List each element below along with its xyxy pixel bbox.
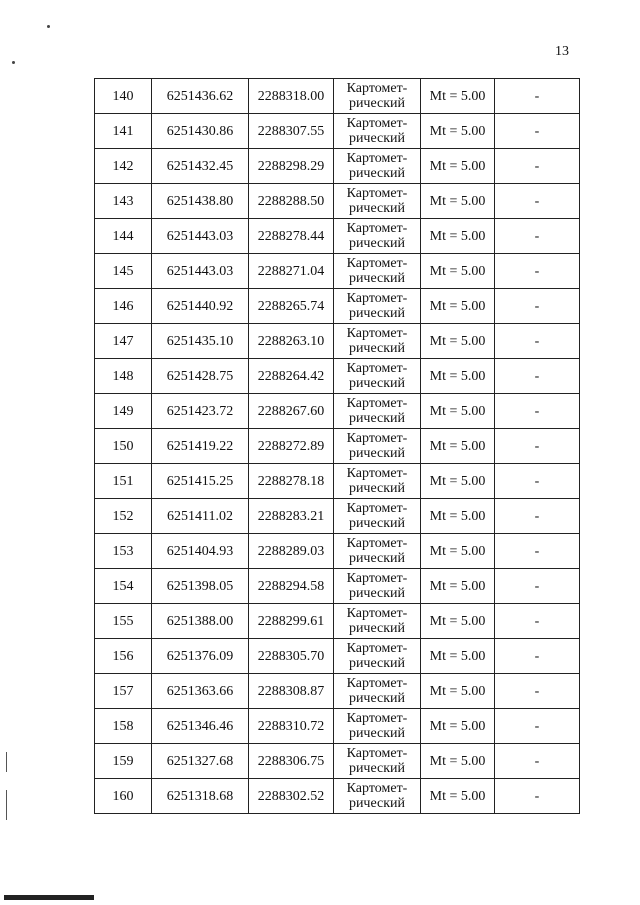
method-line-2: рический	[348, 96, 406, 111]
accuracy-cell: Mt = 5.00	[421, 429, 495, 464]
x-coordinate-cell: 6251318.68	[152, 779, 249, 814]
y-coordinate-cell: 2288278.18	[249, 464, 334, 499]
note-cell: -	[495, 674, 580, 709]
method-line-2: рический	[348, 621, 406, 636]
y-coordinate-cell: 2288294.58	[249, 569, 334, 604]
table-row	[95, 254, 580, 289]
method-cell	[334, 499, 421, 534]
note-cell: -	[495, 394, 580, 429]
method-cell	[334, 569, 421, 604]
method-line-1: Картомет-	[346, 291, 408, 306]
accuracy-cell: Mt = 5.00	[421, 709, 495, 744]
x-coordinate-cell: 6251436.62	[152, 79, 249, 114]
method-line-1: Картомет-	[346, 116, 408, 131]
note-cell: -	[495, 499, 580, 534]
y-coordinate-cell: 2288278.44	[249, 219, 334, 254]
method-cell	[334, 744, 421, 779]
accuracy-cell: Mt = 5.00	[421, 79, 495, 114]
table-row	[95, 394, 580, 429]
point-number-cell: 154	[95, 569, 152, 604]
point-number-cell: 143	[95, 184, 152, 219]
table-row	[95, 324, 580, 359]
method-line-1: Картомет-	[346, 711, 408, 726]
x-coordinate-cell: 6251346.46	[152, 709, 249, 744]
method-cell	[334, 149, 421, 184]
table-row	[95, 569, 580, 604]
accuracy-cell: Mt = 5.00	[421, 114, 495, 149]
method-line-1: Картомет-	[346, 746, 408, 761]
method-cell	[334, 429, 421, 464]
y-coordinate-cell: 2288272.89	[249, 429, 334, 464]
note-cell: -	[495, 464, 580, 499]
note-cell: -	[495, 359, 580, 394]
method-line-1: Картомет-	[346, 361, 408, 376]
x-coordinate-cell: 6251423.72	[152, 394, 249, 429]
table-row	[95, 534, 580, 569]
y-coordinate-cell: 2288298.29	[249, 149, 334, 184]
table-row	[95, 744, 580, 779]
note-cell: -	[495, 569, 580, 604]
table-row	[95, 674, 580, 709]
page-number: 13	[555, 44, 569, 59]
method-line-1: Картомет-	[346, 781, 408, 796]
x-coordinate-cell: 6251430.86	[152, 114, 249, 149]
method-cell	[334, 464, 421, 499]
x-coordinate-cell: 6251327.68	[152, 744, 249, 779]
coordinates-table-body	[95, 79, 580, 814]
point-number-cell: 151	[95, 464, 152, 499]
table-row	[95, 219, 580, 254]
note-cell: -	[495, 184, 580, 219]
y-coordinate-cell: 2288310.72	[249, 709, 334, 744]
method-cell	[334, 79, 421, 114]
method-line-2: рический	[348, 446, 406, 461]
y-coordinate-cell: 2288263.10	[249, 324, 334, 359]
x-coordinate-cell: 6251428.75	[152, 359, 249, 394]
accuracy-cell: Mt = 5.00	[421, 639, 495, 674]
x-coordinate-cell: 6251415.25	[152, 464, 249, 499]
method-line-2: рический	[348, 551, 406, 566]
method-line-1: Картомет-	[346, 221, 408, 236]
method-line-1: Картомет-	[346, 606, 408, 621]
table-row	[95, 184, 580, 219]
method-line-2: рический	[348, 481, 406, 496]
point-number-cell: 141	[95, 114, 152, 149]
table-row	[95, 499, 580, 534]
point-number-cell: 155	[95, 604, 152, 639]
y-coordinate-cell: 2288271.04	[249, 254, 334, 289]
method-line-2: рический	[348, 306, 406, 321]
note-cell: -	[495, 79, 580, 114]
x-coordinate-cell: 6251363.66	[152, 674, 249, 709]
point-number-cell: 145	[95, 254, 152, 289]
y-coordinate-cell: 2288305.70	[249, 639, 334, 674]
note-cell: -	[495, 254, 580, 289]
method-line-2: рический	[348, 376, 406, 391]
scan-edge-mark	[6, 752, 7, 772]
accuracy-cell: Mt = 5.00	[421, 359, 495, 394]
table-row	[95, 779, 580, 814]
note-cell: -	[495, 219, 580, 254]
method-line-2: рический	[348, 271, 406, 286]
method-line-1: Картомет-	[346, 326, 408, 341]
table-row	[95, 114, 580, 149]
method-line-2: рический	[348, 796, 406, 811]
method-line-1: Картомет-	[346, 571, 408, 586]
method-line-2: рический	[348, 691, 406, 706]
y-coordinate-cell: 2288265.74	[249, 289, 334, 324]
point-number-cell: 156	[95, 639, 152, 674]
method-line-2: рический	[348, 411, 406, 426]
note-cell: -	[495, 744, 580, 779]
note-cell: -	[495, 604, 580, 639]
y-coordinate-cell: 2288318.00	[249, 79, 334, 114]
method-line-1: Картомет-	[346, 396, 408, 411]
point-number-cell: 140	[95, 79, 152, 114]
method-cell	[334, 534, 421, 569]
method-cell	[334, 674, 421, 709]
table-row	[95, 464, 580, 499]
scan-speck	[47, 25, 50, 28]
accuracy-cell: Mt = 5.00	[421, 779, 495, 814]
accuracy-cell: Mt = 5.00	[421, 219, 495, 254]
accuracy-cell: Mt = 5.00	[421, 569, 495, 604]
note-cell: -	[495, 149, 580, 184]
x-coordinate-cell: 6251376.09	[152, 639, 249, 674]
note-cell: -	[495, 289, 580, 324]
point-number-cell: 147	[95, 324, 152, 359]
accuracy-cell: Mt = 5.00	[421, 674, 495, 709]
method-cell	[334, 604, 421, 639]
method-line-2: рический	[348, 166, 406, 181]
method-line-2: рический	[348, 201, 406, 216]
accuracy-cell: Mt = 5.00	[421, 184, 495, 219]
x-coordinate-cell: 6251443.03	[152, 254, 249, 289]
x-coordinate-cell: 6251438.80	[152, 184, 249, 219]
method-line-1: Картомет-	[346, 676, 408, 691]
method-line-2: рический	[348, 516, 406, 531]
y-coordinate-cell: 2288267.60	[249, 394, 334, 429]
x-coordinate-cell: 6251443.03	[152, 219, 249, 254]
x-coordinate-cell: 6251435.10	[152, 324, 249, 359]
accuracy-cell: Mt = 5.00	[421, 604, 495, 639]
method-line-1: Картомет-	[346, 501, 408, 516]
y-coordinate-cell: 2288289.03	[249, 534, 334, 569]
accuracy-cell: Mt = 5.00	[421, 499, 495, 534]
method-cell	[334, 324, 421, 359]
method-line-2: рический	[348, 586, 406, 601]
method-line-1: Картомет-	[346, 641, 408, 656]
table-row	[95, 604, 580, 639]
point-number-cell: 150	[95, 429, 152, 464]
table-row	[95, 429, 580, 464]
y-coordinate-cell: 2288288.50	[249, 184, 334, 219]
method-cell	[334, 709, 421, 744]
method-cell	[334, 289, 421, 324]
note-cell: -	[495, 709, 580, 744]
x-coordinate-cell: 6251432.45	[152, 149, 249, 184]
method-cell	[334, 639, 421, 674]
coordinates-table	[94, 78, 580, 814]
point-number-cell: 148	[95, 359, 152, 394]
accuracy-cell: Mt = 5.00	[421, 394, 495, 429]
method-line-1: Картомет-	[346, 81, 408, 96]
scan-edge-mark	[6, 790, 7, 820]
point-number-cell: 142	[95, 149, 152, 184]
accuracy-cell: Mt = 5.00	[421, 534, 495, 569]
point-number-cell: 159	[95, 744, 152, 779]
method-line-2: рический	[348, 131, 406, 146]
method-cell	[334, 779, 421, 814]
method-cell	[334, 184, 421, 219]
accuracy-cell: Mt = 5.00	[421, 464, 495, 499]
y-coordinate-cell: 2288264.42	[249, 359, 334, 394]
x-coordinate-cell: 6251404.93	[152, 534, 249, 569]
y-coordinate-cell: 2288299.61	[249, 604, 334, 639]
note-cell: -	[495, 639, 580, 674]
x-coordinate-cell: 6251440.92	[152, 289, 249, 324]
table-row	[95, 709, 580, 744]
method-line-1: Картомет-	[346, 431, 408, 446]
accuracy-cell: Mt = 5.00	[421, 149, 495, 184]
accuracy-cell: Mt = 5.00	[421, 289, 495, 324]
scan-speck	[12, 61, 15, 64]
table-row	[95, 289, 580, 324]
point-number-cell: 157	[95, 674, 152, 709]
x-coordinate-cell: 6251388.00	[152, 604, 249, 639]
x-coordinate-cell: 6251411.02	[152, 499, 249, 534]
point-number-cell: 146	[95, 289, 152, 324]
method-line-2: рический	[348, 341, 406, 356]
y-coordinate-cell: 2288302.52	[249, 779, 334, 814]
x-coordinate-cell: 6251419.22	[152, 429, 249, 464]
y-coordinate-cell: 2288306.75	[249, 744, 334, 779]
method-cell	[334, 394, 421, 429]
method-cell	[334, 114, 421, 149]
y-coordinate-cell: 2288307.55	[249, 114, 334, 149]
method-line-2: рический	[348, 726, 406, 741]
point-number-cell: 152	[95, 499, 152, 534]
method-line-1: Картомет-	[346, 151, 408, 166]
y-coordinate-cell: 2288308.87	[249, 674, 334, 709]
point-number-cell: 153	[95, 534, 152, 569]
x-coordinate-cell: 6251398.05	[152, 569, 249, 604]
table-row	[95, 79, 580, 114]
method-cell	[334, 254, 421, 289]
note-cell: -	[495, 429, 580, 464]
method-line-1: Картомет-	[346, 536, 408, 551]
table-row	[95, 149, 580, 184]
accuracy-cell: Mt = 5.00	[421, 744, 495, 779]
method-line-1: Картомет-	[346, 256, 408, 271]
note-cell: -	[495, 779, 580, 814]
accuracy-cell: Mt = 5.00	[421, 324, 495, 359]
scan-bottom-bar	[4, 895, 94, 900]
method-line-2: рический	[348, 236, 406, 251]
method-line-1: Картомет-	[346, 466, 408, 481]
method-line-2: рический	[348, 656, 406, 671]
point-number-cell: 160	[95, 779, 152, 814]
method-cell	[334, 359, 421, 394]
table-row	[95, 639, 580, 674]
note-cell: -	[495, 114, 580, 149]
note-cell: -	[495, 534, 580, 569]
method-cell	[334, 219, 421, 254]
point-number-cell: 149	[95, 394, 152, 429]
point-number-cell: 158	[95, 709, 152, 744]
y-coordinate-cell: 2288283.21	[249, 499, 334, 534]
point-number-cell: 144	[95, 219, 152, 254]
note-cell: -	[495, 324, 580, 359]
method-line-1: Картомет-	[346, 186, 408, 201]
method-line-2: рический	[348, 761, 406, 776]
accuracy-cell: Mt = 5.00	[421, 254, 495, 289]
table-row	[95, 359, 580, 394]
